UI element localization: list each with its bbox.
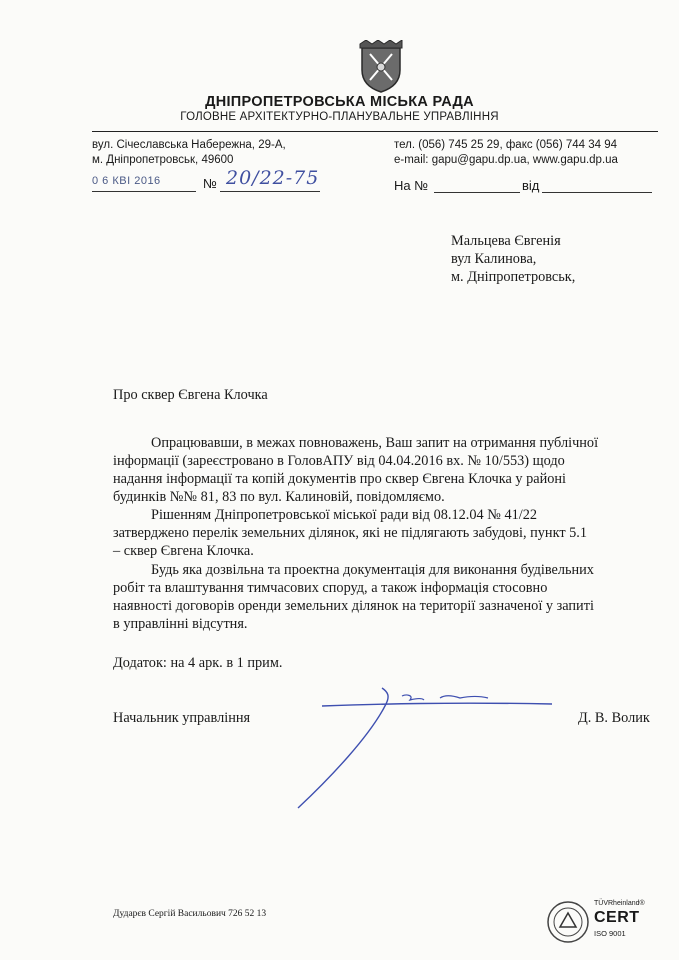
email-line: e-mail: gapu@gapu.dp.ua, www.gapu.dp.ua xyxy=(394,154,618,166)
body-p3-line-1: Будь яка дозвільна та проектна документація для виконання будівельних xyxy=(151,562,594,578)
signer-position: Начальник управління xyxy=(113,710,251,726)
number-line xyxy=(220,191,320,192)
handwritten-signature-icon xyxy=(290,686,560,812)
org-name: ДНІПРОПЕТРОВСЬКА МІСЬКА РАДА xyxy=(205,94,474,110)
body-p1-line-2: інформації (зареєстровано в ГоловАПУ від 04.04.2016 вх. № 10/553) щодо xyxy=(113,453,565,469)
date-line xyxy=(92,191,196,192)
city-emblem-icon xyxy=(358,40,404,94)
body-p2-line-1: Рішенням Дніпропетровської міської ради від 08.12.04 № 41/22 xyxy=(151,507,538,523)
subject-line: Про сквер Євгена Клочка xyxy=(113,387,268,403)
certification-mark xyxy=(546,900,658,946)
department-name: ГОЛОВНЕ АРХІТЕКТУРНО-ПЛАНУВАЛЬНЕ УПРАВЛІННЯ xyxy=(180,111,499,123)
body-p1-line-3: надання інформації та копій документів про сквер Євгена Клочка у районі xyxy=(113,471,567,487)
cert-seal-icon xyxy=(546,900,590,944)
phone-line: тел. (056) 745 25 29, факс (056) 744 34 94 xyxy=(394,139,618,151)
recipient-city: м. Дніпропетровськ, xyxy=(451,269,576,285)
number-label: № xyxy=(203,176,217,191)
header-divider xyxy=(92,131,658,132)
cert-org: TÜVRheinland® xyxy=(594,900,645,907)
handwritten-number: 20/22-75 xyxy=(226,167,320,189)
body-p1-line-1: Опрацювавши, в межах повноважень, Ваш запит на отримання публічної xyxy=(151,435,599,451)
recipient-name: Мальцева Євгенія xyxy=(451,233,561,249)
recipient-street: вул Калинова, xyxy=(451,251,537,267)
body-p3-line-4: в управлінні відсутня. xyxy=(113,616,248,632)
reply-date-line xyxy=(542,192,652,193)
date-stamp: 0 6 КВІ 2016 xyxy=(92,175,161,187)
body-p2-line-2: затверджено перелік земельних ділянок, які не підлягають забудові, пункт 5.1 xyxy=(113,525,588,541)
reply-to-label: На № xyxy=(394,178,429,193)
from-label: від xyxy=(522,178,540,193)
body-p3-line-2: робіт та влаштування тимчасових споруд, а також інформація стосовно xyxy=(113,580,548,596)
address-line-2: м. Дніпропетровськ, 49600 xyxy=(92,154,234,166)
body-p2-line-3: – сквер Євгена Клочка. xyxy=(113,543,254,559)
attachment-note: Додаток: на 4 арк. в 1 прим. xyxy=(113,655,283,671)
body-p3-line-3: наявності договорів оренди земельних ділянок на території зазначеної у запиті xyxy=(113,598,594,614)
signer-name: Д. В. Волик xyxy=(578,710,650,726)
cert-mark: CERT xyxy=(594,909,640,926)
reply-number-line xyxy=(434,192,520,193)
address-line-1: вул. Січеславська Набережна, 29-А, xyxy=(92,139,286,151)
cert-standard: ISO 9001 xyxy=(594,929,626,938)
executor-info: Дударєв Сергій Васильович 726 52 13 xyxy=(113,909,267,919)
body-p1-line-4: будинків №№ 81, 83 по вул. Калиновій, повідомляємо. xyxy=(113,489,445,505)
